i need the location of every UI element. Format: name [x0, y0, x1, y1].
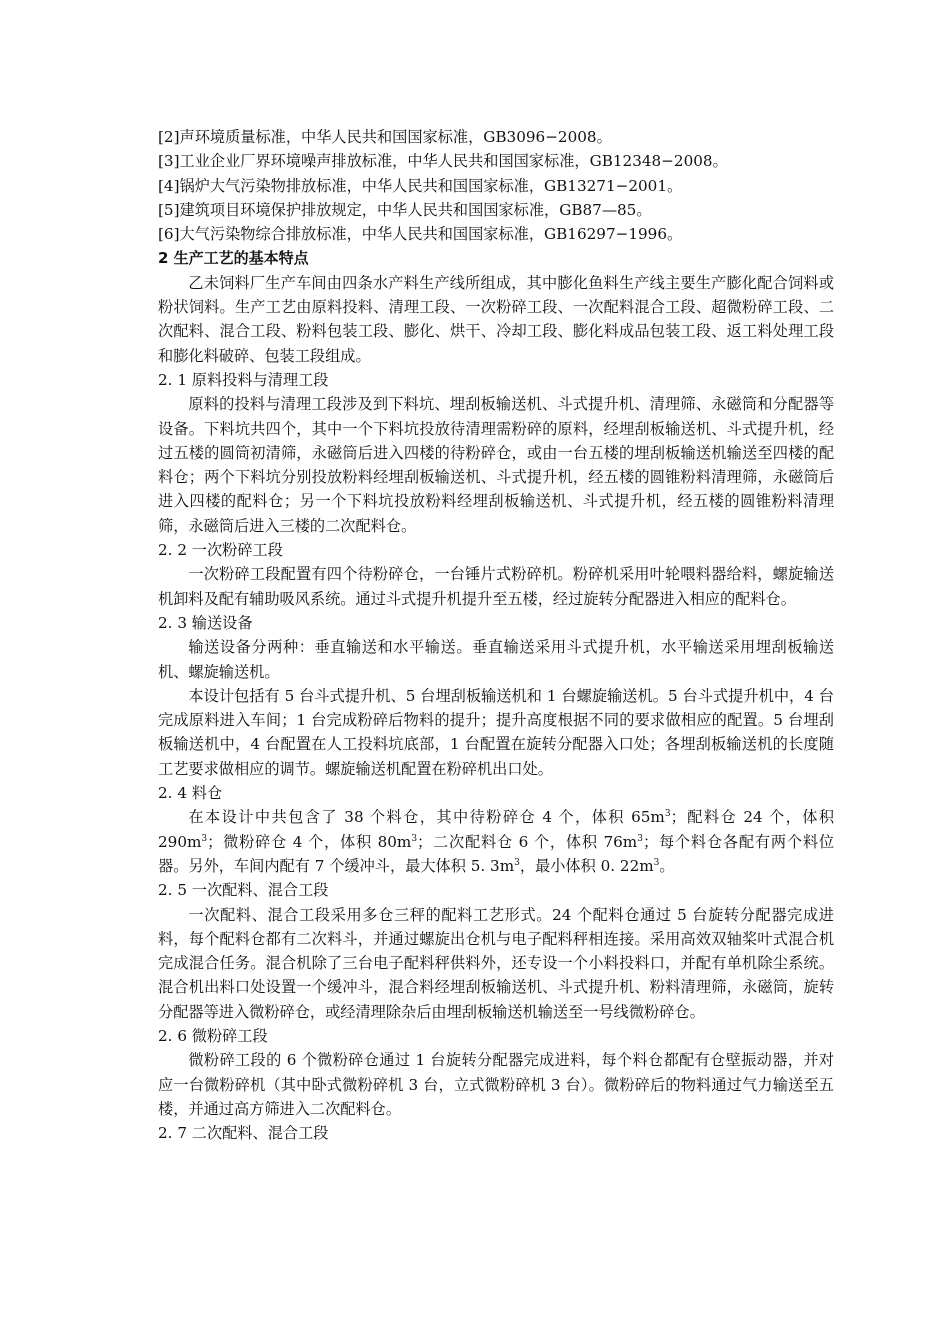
section-2-7-heading: 2. 7 二次配料、混合工段 [158, 1124, 329, 1143]
section-2-6-text: 微粉碎工段的 6 个微粉碎仓通过 1 台旋转分配器完成进料，每个料仓都配有仓壁振动器，并对应一台微粉碎机（其中卧式微粉碎机 3 台，立式微粉碎机 3 台）。微粉碎后的物料通过气力输送至五楼，并通过高方筛进入二次配料仓。 [158, 1051, 834, 1118]
s24-part-1: 在本设计中共包含了 38 个料仓，其中待粉碎仓 4 个，体积 65m [188, 808, 665, 827]
s24-part-6: ，最小体积 0. 22m [519, 856, 654, 875]
s24-part-4: ；二次配料仓 6 个，体积 76m [417, 832, 638, 851]
section-2-5-heading: 2. 5 一次配料、混合工段 [158, 881, 329, 900]
s24-part-7: 。 [659, 856, 675, 875]
section-2-heading: 2 生产工艺的基本特点 [158, 249, 309, 268]
section-2-2-text: 一次粉碎工段配置有四个待粉碎仓，一台锤片式粉碎机。粉碎机采用叶轮喂料器给料，螺旋输送机卸料及配有辅助吸风系统。通过斗式提升机提升至五楼，经过旋转分配器进入相应的配料仓。 [158, 565, 834, 608]
reference-6: [6]大气污染物综合排放标准，中华人民共和国国家标准，GB16297−1996。 [158, 225, 683, 244]
s24-part-2: ；配料仓 24 个，体积 290m [158, 808, 835, 851]
s24-part-5: ；每个料仓各配有两个料位器。另外，车间内配有 7 个缓冲斗，最大体积 5. 3m [158, 832, 835, 875]
section-2-4-heading: 2. 4 料仓 [158, 784, 223, 803]
section-2-4-text [158, 805, 834, 878]
section-2-5-text: 一次配料、混合工段采用多仓三秤的配料工艺形式。24 个配料仓通过 5 台旋转分配器完成进料，每个配料仓都有二次料斗，并通过螺旋出仓机与电子配料秤相连接。采用高效双轴桨叶式混合机完成混合任务。混合机除了三台电子配料秤供料外，还专设一个小料投料口，并配有单机除尘系统。混合机出料口处设置一个缓冲斗，混合料经埋刮板输送机、斗式提升机、粉料清理筛，永磁筒，旋转分配器等进入微粉碎仓，或经清理除杂后由埋刮板输送机输送至一号线微粉碎仓。 [158, 905, 834, 1021]
s24-part-3: ；微粉碎仓 4 个，体积 80m [207, 832, 412, 851]
document-page [158, 125, 834, 1145]
cubic-sup: 3 [664, 809, 671, 820]
reference-3: [3]工业企业厂界环境噪声排放标准，中华人民共和国国家标准，GB12348−2008。 [158, 152, 728, 171]
section-2-1-heading: 2. 1 原料投料与清理工段 [158, 370, 329, 389]
section-2-3-text-1: 输送设备分两种：垂直输送和水平输送。垂直输送采用斗式提升机，水平输送采用埋刮板输送机、螺旋输送机。 [158, 638, 834, 681]
cubic-sup: 3 [653, 857, 660, 868]
section-2-1-text: 原料的投料与清理工段涉及到下料坑、埋刮板输送机、斗式提升机、清理筛、永磁筒和分配器等设备。下料坑共四个，其中一个下料坑投放待清理需粉碎的原料，经埋刮板输送机、斗式提升机，经过五楼的圆筒初清筛，永磁筒后进入四楼的待粉碎仓，或由一台五楼的埋刮板输送机输送至四楼的配料仓；两个下料坑分别投放粉料经埋刮板输送机、斗式提升机，经五楼的圆锥粉料清理筛，永磁筒后进入四楼的配料仓；另一个下料坑投放粉料经埋刮板输送机、斗式提升机，经五楼的圆锥粉料清理筛，永磁筒后进入三楼的二次配料仓。 [158, 395, 834, 535]
section-2-2-heading: 2. 2 一次粉碎工段 [158, 541, 283, 560]
section-2-3-heading: 2. 3 输送设备 [158, 613, 253, 632]
section-2-6-heading: 2. 6 微粉碎工段 [158, 1026, 268, 1045]
section-2-intro: 乙未饲料厂生产车间由四条水产料生产线所组成，其中膨化鱼料生产线主要生产膨化配合饲料或粉状饲料。生产工艺由原料投料、清理工段、一次粉碎工段、一次配料混合工段、超微粉碎工段、二次配料、混合工段、粉料包装工段、膨化、烘干、冷却工段、膨化料成品包装工段、返工料处理工段和膨化料破碎、包装工段组成。 [158, 273, 834, 365]
cubic-sup: 3 [514, 857, 520, 868]
cubic-sup: 3 [201, 833, 208, 844]
reference-5: [5]建筑项目环境保护排放规定，中华人民共和国国家标准，GB87—85。 [158, 200, 652, 219]
reference-4: [4]锅炉大气污染物排放标准，中华人民共和国国家标准，GB13271−2001。 [158, 176, 683, 195]
section-2-3-text-2: 本设计包括有 5 台斗式提升机、5 台埋刮板输送机和 1 台螺旋输送机。5 台斗式提升机中，4 台完成原料进入车间；1 台完成粉碎后物料的提升；提升高度根据不同的要求做相应的配置。5 台埋刮板输送机中，4 台配置在人工投料坑底部，1 台配置在旋转分配器入口处；各埋刮板输送机的长度随工艺要求做相应的调节。螺旋输送机配置在粉碎机出口处。 [158, 686, 834, 778]
reference-2: [2]声环境质量标准，中华人民共和国国家标准，GB3096−2008。 [158, 128, 612, 146]
cubic-sup: 3 [411, 833, 418, 844]
cubic-sup: 3 [637, 833, 643, 844]
